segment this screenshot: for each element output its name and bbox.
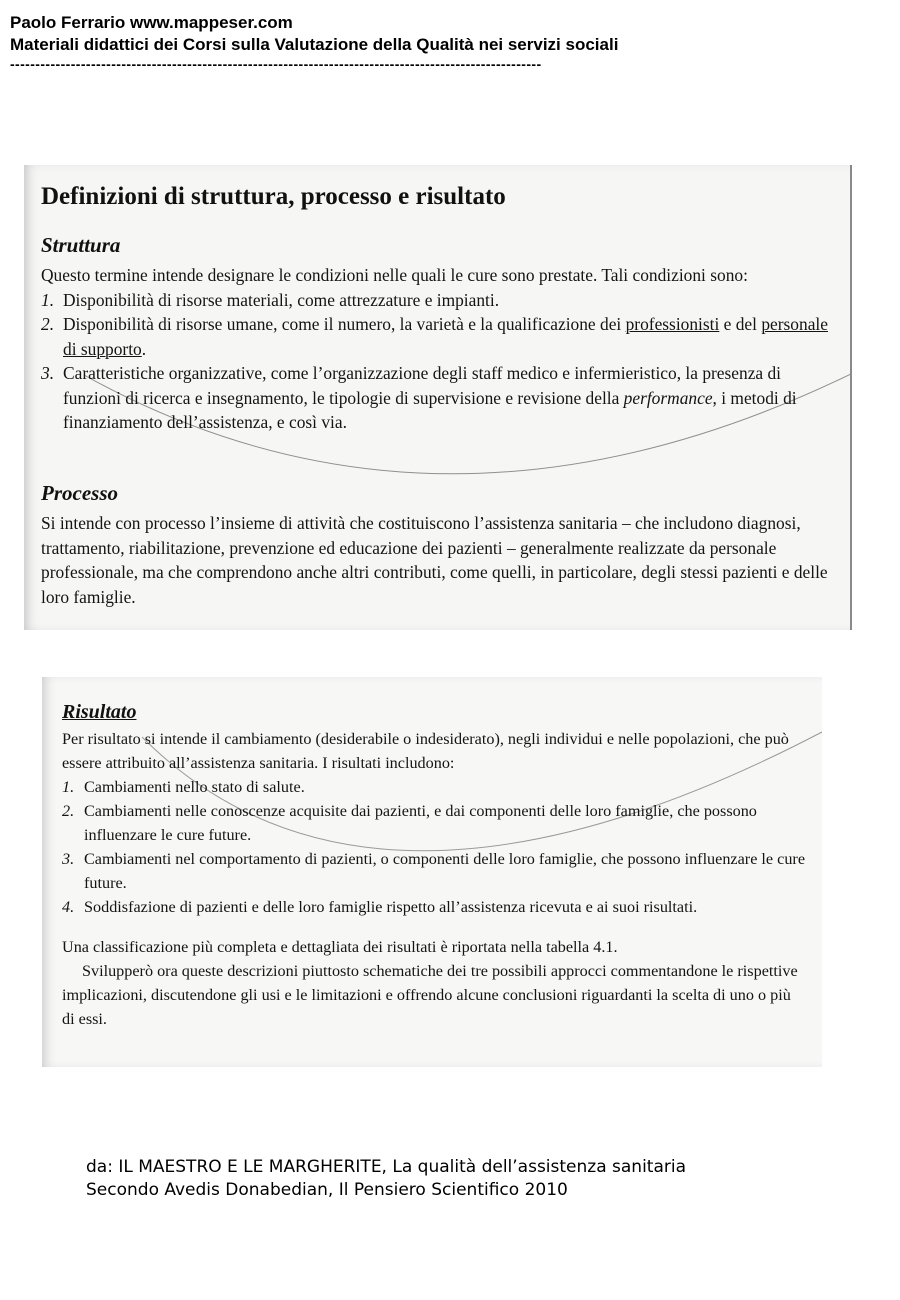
scanned-page-excerpt-1 [24, 165, 852, 630]
struttura-body [41, 263, 831, 435]
list-item: 2. Disponibilità di risorse umane, come il numero, la varietà e la qualificazione dei professionisti e del personale di supporto. [41, 314, 828, 359]
closing-sentence-1: Una classificazione più completa e dettagliata dei risultati è riportata nella tabella 4.1. [62, 938, 618, 956]
header-separator: --------------------------------------------------------------------------------------------------------- [10, 56, 542, 72]
closing-paragraphs [62, 935, 807, 1031]
list-item: 3. Cambiamenti nel comportamento di pazienti, o componenti delle loro famiglie, che possono influenzare le cure future. [62, 850, 806, 892]
closing-sentence-2: Svilupperò ora queste descrizioni piuttosto schematiche dei tre possibili approcci commentandone le rispettive implicazioni, discutendone gli usi e le limitazioni e offrendo alcune conclusioni riguardanti la scelta di uno o più di essi. [62, 962, 798, 1028]
struttura-intro: Questo termine intende designare le condizioni nelle quali le cure sono prestate. Tali condizioni sono: [41, 265, 748, 285]
list-item: 3. Caratteristiche organizzative, come l’organizzazione degli staff medico e infermieristico, la presenza di funzioni di ricerca e insegnamento, le tipologie di supervisione e revisione della performance, i metodi di finanziamento dell’assistenza, e così via. [41, 363, 797, 432]
citation-line-1: da: IL MAESTRO E LE MARGHERITE, La qualità dell’assistenza sanitaria [86, 1157, 687, 1177]
source-citation [86, 1156, 686, 1202]
course-subtitle: Materiali didattici dei Corsi sulla Valutazione della Qualità nei servizi sociali [10, 35, 619, 54]
risultato-body [62, 727, 807, 919]
list-item: 1. Disponibilità di risorse materiali, come attrezzature e impianti. [41, 289, 500, 310]
section-heading-risultato: Risultato [62, 701, 137, 723]
list-item: 2. Cambiamenti nelle conoscenze acquisite dai pazienti, e dai componenti delle loro famiglie, che possono influenzare le cure future. [62, 802, 757, 844]
section-heading-processo: Processo [41, 481, 118, 505]
processo-body: Si intende con processo l’insieme di attività che costituiscono l’assistenza sanitaria – che includono diagnosi, trattamento, riabilitazione, prevenzione ed educazione dei pazienti – generalmente realizzate da personale professionale, ma che comprendono anche altri contributi, come quelli, in particolare, degli stessi pazienti e delle loro famiglie. [41, 513, 828, 607]
author-line: Paolo Ferrario www.mappeser.com [10, 13, 293, 32]
section-heading-struttura: Struttura [41, 233, 121, 257]
underlined-term: personale di supporto [63, 314, 828, 359]
scanned-page-excerpt-2 [42, 677, 822, 1067]
list-item: 4. Soddisfazione di pazienti e delle loro famiglie rispetto all’assistenza ricevuta e ai suoi risultati. [62, 898, 698, 916]
risultato-intro: Per risultato si intende il cambiamento (desiderabile o indesiderato), negli individui e nelle popolazioni, che può essere attribuito all’assistenza sanitaria. I risultati includono: [62, 730, 789, 772]
list-item: 1. Cambiamenti nello stato di salute. [62, 778, 305, 796]
underlined-term: professionisti [625, 314, 720, 334]
citation-line-2: Secondo Avedis Donabedian, Il Pensiero Scientifico 2010 [86, 1180, 568, 1200]
italic-term: performance [623, 387, 713, 408]
page-title: Definizioni di struttura, processo e risultato [41, 183, 506, 210]
document-header [10, 12, 618, 72]
